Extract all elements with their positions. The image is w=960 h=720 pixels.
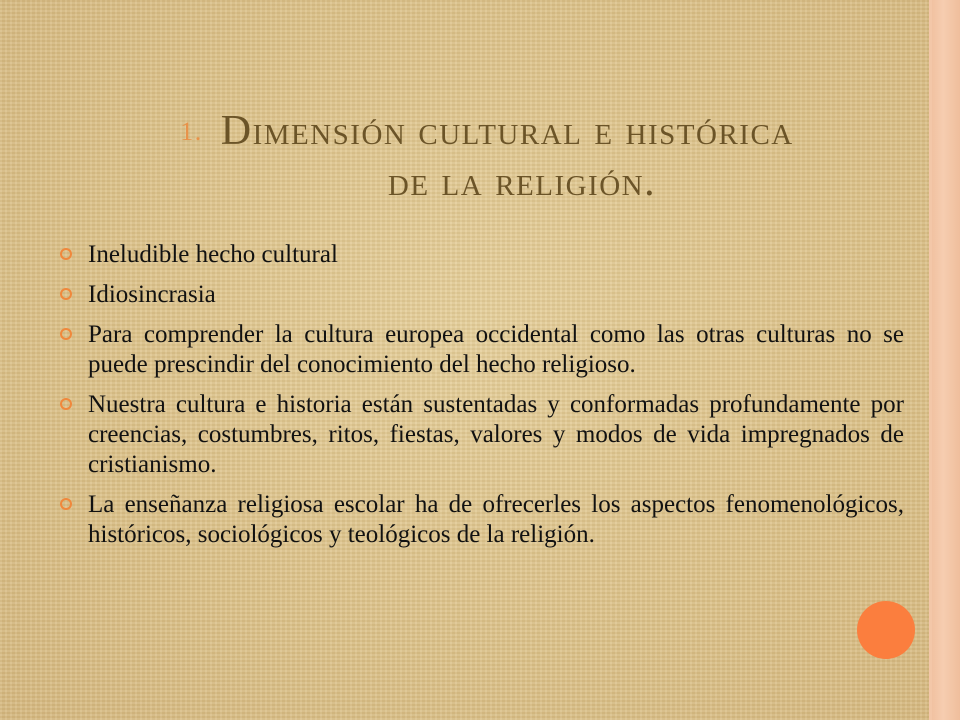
circle-bullet-icon	[60, 288, 72, 300]
title-line-1: Dimensión cultural e histórica	[220, 108, 794, 154]
circle-bullet-icon	[60, 328, 72, 340]
bullet-item	[60, 490, 904, 550]
bullet-text: Nuestra cultura e historia están sustentadas y conformadas profundamente por creencias, costumbres, ritos, fiestas, valores y modos de vida impregnados de cristianismo.	[88, 391, 904, 478]
bullet-item	[60, 280, 904, 310]
bullet-text: Idiosincrasia	[88, 281, 216, 308]
circle-bullet-icon	[60, 248, 72, 260]
circle-bullet-icon	[60, 398, 72, 410]
bullet-item	[60, 390, 904, 480]
title-line-2: de la religión.	[387, 159, 657, 205]
bullet-text: La enseñanza religiosa escolar ha de ofrecerles los aspectos fenomenológicos, históricos, sociológicos y teológicos de la religión.	[88, 491, 904, 548]
title-number: 1.	[180, 117, 203, 146]
bullet-item	[60, 320, 904, 380]
bullet-list	[60, 240, 904, 560]
orange-circle-decoration	[857, 601, 915, 659]
bullet-item	[60, 240, 904, 270]
bullet-text: Para comprender la cultura europea occidental como las otras culturas no se puede prescindir del conocimiento del hecho religioso.	[88, 321, 904, 378]
circle-bullet-icon	[60, 498, 72, 510]
decorative-band	[932, 0, 960, 720]
slide-title	[72, 106, 902, 207]
bullet-text: Ineludible hecho cultural	[88, 241, 338, 268]
